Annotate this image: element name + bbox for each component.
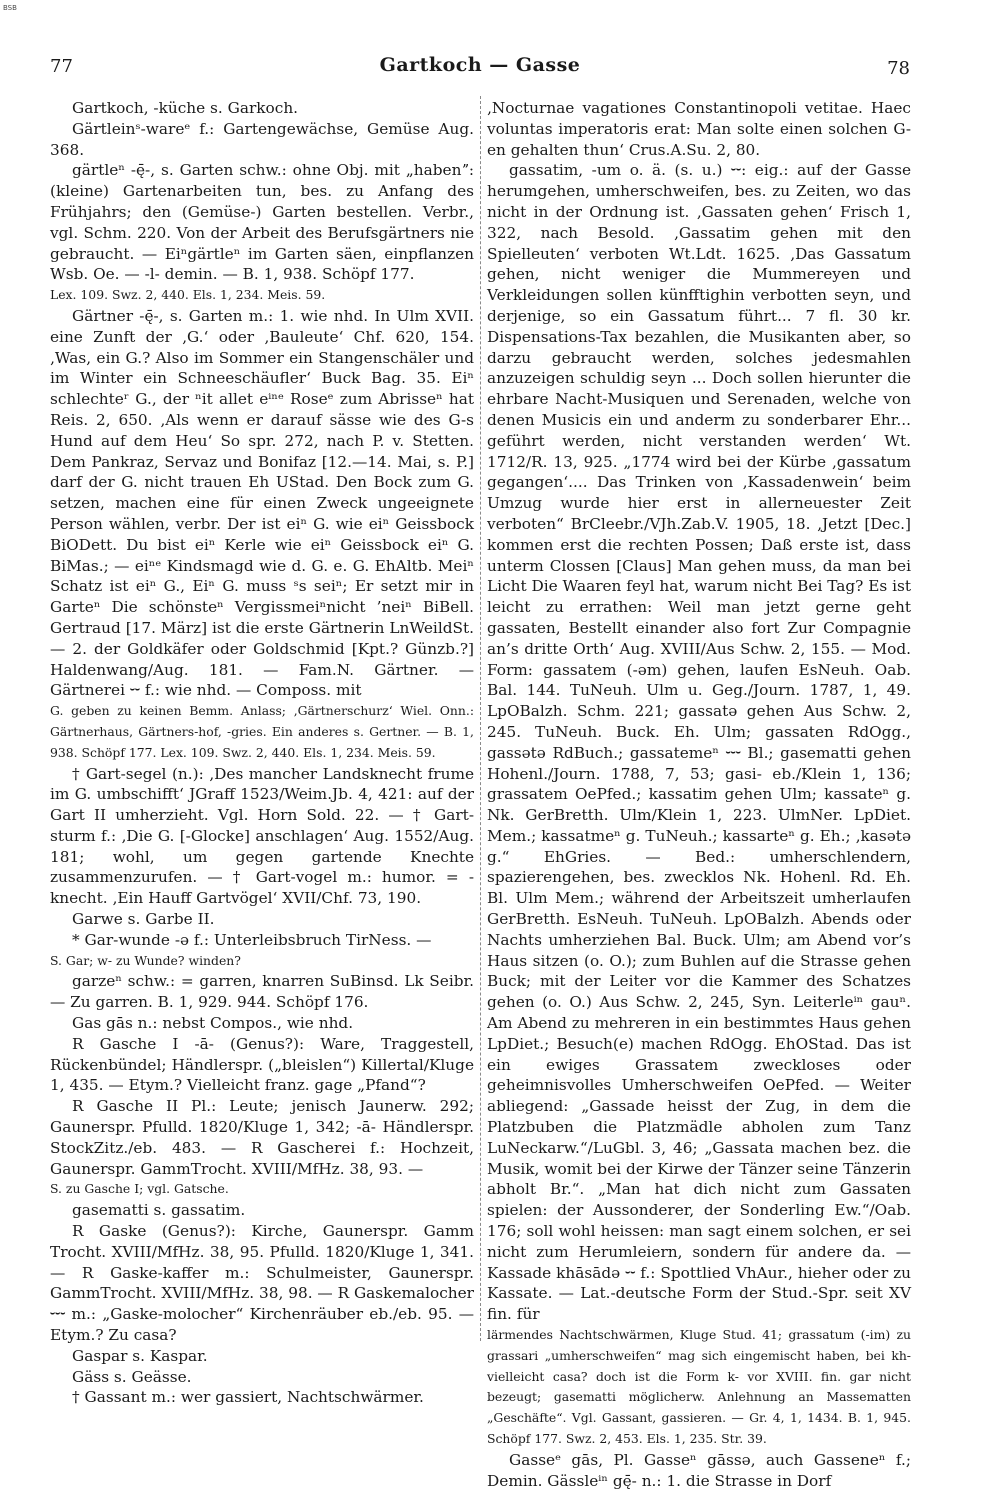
dictionary-entry: gassatim, -um o. ä. (s. u.) ⏑⏑: eig.: auf der Gasse herumgehen, umherschweifen, bes. zu Zeiten, wo das nicht in der Ordnung ist. ‚Gassaten gehen‘ Frisch 1, 322, nach Besold. ‚Gassatim gehen mit den Spielleuten‘ verboten Wt.Ldt. 1625. ‚Das Gassatum gehen, nicht weniger die Mummereyen und Verkleidungen sollen künfftighin verbotten seyn, und derjenige, so ein Gassatum führt... 7 fl. 30 kr. Dispensations-Tax bezahlen, die Musikanten aber, so darzu gebraucht werden, solches jedesmahlen anzuzeigen schuldig seyn ... Doch sollen hierunter die ehrbare Nacht-Musiquen und Serenaden, welche von denen Musicis ein und anderm zu sonderbarer Ehr... geführt werden, nicht verstanden werden‘ Wt. 1712/R. 13, 925. „1774 wird bei der Kürbe ‚gassatum gegangen‘.... Das Trinken von ‚Kassadenwein‘ beim Umzug wurde hier erst in allerneuester Zeit verboten“ BrCleebr./VJh.Zab.V. 1905, 18. ‚Jetzt [Dec.] kommen erst die rechten Possen; Daß erste ist, dass unterm Clossen [Claus] Man gehen muss, da man bei Licht Die Waaren feyl hat, warum nicht Bei Tag? Es ist leicht zu errathen: Weil man jetzt gerne geht gassaten, Bestellt einander also fort Zur Compagnie an’s dritte Orth‘ Aug. XVIII/Aus Schw. 2, 155. — Mod. Form: gassatem (-əm) gehen, laufen EsNeuh. Oab. Bal. 144. TuNeuh. Ulm u. Geg./Journ. 1787, 1, 49. LpOBalzh. Schm. 221; gassatə gehen Aus Schw. 2, 245. TuNeuh. Buck. Eh. Ulm; gassaten RdOgg., gassətə RdBuch.; gassatemeⁿ ⏑⏑⏑ Bl.; gasematti gehen Hohenl./Journ. 1788, 7, 53; gasi- eb./Klein 1, 136; grassatem OePfed.; kassatim gehen Ulm; kassateⁿ g. Nk. GerBretth. Ulm/Klein 1, 223. UlmNer. LpDiet. Mem.; kassatmeⁿ g. TuNeuh.; kassarteⁿ g. Eh.; ‚kasətə g.“ EhGries. — Bed.: umherschlendern, spazierengehen, bes. zwecklos Nk. Hohenl. Rd. Eh. Bl. Ulm Mem.; während der Arbeitszeit umherlaufen GerBretth. EsNeuh. TuNeuh. LpOBalzh. Abends oder Nachts umherziehen Bal. Buck. Ulm; am Abend vor’s Haus sitzen (o. O.); zum Buhlen auf die Strasse gehen Buck; mit der Leiter vor die Kammer des Schatzes gehen (o. O.) Aus Schw. 2, 245, Syn. Leiterleⁱⁿ gauⁿ. Am Abend zu mehreren in ein bestimmtes Haus gehen LpDiet.; Besuch(e) machen RdOgg. EhOStad. Das ist ein ewiges Grassatem zweckloses oder geheimnisvolles Umherschweifen OePfed. — Weiter abliegend: „Gassade heisst der Zug, in dem die Platzbuben die Platzmädle abholen zum Tanz LuNeckarw.“/LuGbl. 3, 46; „Gassata machen bez. die Musik, womit bei der Kirwe der Tänzer seine Tänzerin abholt Br.“. „Man hat dich nicht zum Gassaten spielen: der Aussonderer, der Sonderling Ew.“/Oab. 176; soll wohl heissen: man sagt einem solchen, er sei nicht zum Herumleiern, sondern für andere da. — Kassade khāsādə ⏑⏑ f.: Spottlied VhAur., hieher oder zu Kassate. — Lat.-deutsche Form der Stud.-Spr. seit XV fin. für (487, 161, 911, 1324)
dictionary-entry: Gaspar s. Kaspar. (72, 1346, 208, 1365)
dictionary-entry: † Gassant m.: wer gassiert, Nachtschwärmer. (72, 1388, 424, 1407)
dictionary-entry: Gartkoch, -küche s. Garkoch. (72, 99, 299, 117)
dictionary-entry: ‚Nocturnae vagationes Constantinopoli vetitae. Haec voluntas imperatoris erat: Man solte einen solchen G-en gehalten thun‘ Crus.A.Su. 2, 80. (487, 99, 911, 159)
left-column (50, 98, 474, 1407)
dictionary-entry: Lex. 109. Swz. 2, 440. Els. 1, 234. Meis. 59. (50, 287, 326, 303)
running-header (50, 50, 910, 80)
page-number-left: 77 (50, 56, 73, 77)
dictionary-entry: S. Gar; w- zu Wunde? winden? (50, 952, 241, 968)
library-stamp: BSB (3, 4, 17, 12)
dictionary-entry: R Gaske (Genus?): Kirche, Gaunerspr. Gamm Trocht. XVIII/MfHz. 38, 95. Pfulld. 1820/Kluge 1, 341. — R Gaske-kaffer m.: Schulmeister, Gaunerspr. GammTrocht. XVIII/MfHz. 38, 98. — R Gaskemalocher ⏑⏑⏑ m.: „Gaske-molocher“ Kirchenräuber eb./eb. 95. — Etym.? Zu casa? (50, 1222, 474, 1345)
dictionary-entry: G. geben zu keinen Bemm. Anlass; ‚Gärtnerschurz‘ Wiel. Onn.: Gärtnerhaus, Gärtners-hof, -gries. Ein anderes s. Gertner. — B. 1, 938. Schöpf 177. Lex. 109. Swz. 2, 440. Els. 1, 234. Meis. 59. (50, 703, 474, 760)
dictionary-entry: R Gasche I -ā- (Genus?): Ware, Traggestell, Rückenbündel; Händlerspr. („bleislen“) Killertal/Kluge 1, 435. — Etym.? Vielleicht franz. gage „Pfand“? (50, 1034, 474, 1095)
dictionary-entry: Garwe s. Garbe II. (72, 910, 215, 929)
running-title: Gartkoch — Gasse (379, 54, 581, 76)
column-divider (480, 96, 481, 1341)
dictionary-entry: R Gasche II Pl.: Leute; jenisch Jaunerw. 292; Gaunerspr. Pfulld. 1820/Kluge 1, 342; -ā- Händlerspr. StockZitz./eb. 483. — R Gascherei f.: Hochzeit, Gaunerspr. GammTrocht. XVIII/MfHz. 38, 93. — (50, 1097, 474, 1178)
dictionary-entry: garzeⁿ schw.: = garren, knarren SuBinsd. Lk Seibr. — Zu garren. B. 1, 929. 944. Schöpf 176. (50, 972, 474, 1012)
dictionary-entry: Gärtner -ę̄-, s. Garten m.: 1. wie nhd. In Ulm XVII. eine Zunft der ‚G.‘ oder ‚Bauleute‘ Chf. 620, 154. ‚Was, ein G.? Also im Sommer ein Stangenschäler und im Winter ein Schneeschäufler‘ Buck Bag. 35. Eiⁿ schlechteʳ G., der ⁿit allet eⁱⁿᵉ Roseᵉ zum Abrisseⁿ hat Reis. 2, 650. ‚Als wenn er darauf sässe wie des G-s Hund auf dem Heu‘ So spr. 272, nach P. v. Stetten. Dem Pankraz, Servaz und Bonifaz [12.—14. Mai, s. P.] darf der G. nicht trauen Eh UStad. Den Bock zum G. setzen, machen eine für einen Zweck ungeeignete Person wählen, verbr. Der ist eiⁿ G. wie eiⁿ Geissbock BiODett. Du bist eiⁿ Kerle wie eiⁿ Geissbock eiⁿ G. BiMas.; — eiⁿᵉ Kindsmagd wie d. G. e. G. EhAltb. Meiⁿ Schatz ist eiⁿ G., Eiⁿ G. muss ˢs seiⁿ; Er setzt mir in Garteⁿ Die schönsteⁿ Vergissmeiⁿnicht ’neiⁿ BiBell. Gertraud [17. März] ist die erste Gärtnerin LnWeildSt. — 2. der Goldkäfer oder Goldschmid [Kpt.? Günzb.?] Haldenwang/Aug. 181. — Fam.N. Gärtner. — Gärtnerei ⏑⏑ f.: wie nhd. — Composs. mit (50, 306, 474, 700)
dictionary-entry: gärtleⁿ -ę̄-, s. Garten schw.: ohne Obj. mit „habenˮ: (kleine) Gartenarbeiten tun, bes. zu Anfang des Frühjahrs; den (Gemüse-) Garten bestellen. Verbr., vgl. Schm. 220. Von der Arbeit des Berufsgärtners nie gebraucht. — Eiⁿgärtleⁿ im Garten säen, einpflanzen Wsb. Oe. — -l- demin. — B. 1, 938. Schöpf 177. (50, 161, 474, 284)
right-column (487, 98, 911, 1490)
dictionary-entry: gasematti s. gassatim. (72, 1201, 246, 1220)
dictionary-entry: S. zu Gasche I; vgl. Gatsche. (50, 1181, 229, 1197)
dictionary-entry: Gäss s. Geässe. (72, 1367, 192, 1386)
dictionary-entry: lärmendes Nachtschwärmen, Kluge Stud. 41; grassatum (-im) zu grassari „umherschweifen“ mag sich eingemischt haben, bei kh- vielleicht casa? doch ist die Form k- vor XVIII. fin. gar nicht bezeugt; gasematti möglicherw. Anlehnung an Massematten „Geschäfte“. Vgl. Gassant, gassieren. — Gr. 4, 1, 1434. B. 1, 945. Schöpf 177. Swz. 2, 453. Els. 1, 235. Str. 39. (487, 1327, 911, 1446)
page-number-right: 78 (887, 58, 910, 79)
dictionary-entry: † Gart-segel (n.): ‚Des mancher Landsknecht frume im G. umbschifft‘ JGraff 1523/Weim.Jb. 4, 421: auf der Gart II umherzieht. Vgl. Horn Sold. 22. — † Gart-sturm f.: ‚Die G. [-Glocke] anschlagen‘ Aug. 1552/Aug. 181; wohl, um gegen gartende Knechte zusammenzurufen. — † Gart-vogel m.: humor. = -knecht. ‚Ein Hauff Gartvögel‘ XVII/Chf. 73, 190. (50, 764, 474, 908)
dictionary-entry: Gasseᵉ gās, Pl. Gasseⁿ gāssə, auch Gasseneⁿ f.; Demin. Gässleⁱⁿ gę̄- n.: 1. die Strasse in Dorf (487, 1450, 911, 1490)
dictionary-entry: * Gar-wunde -ə f.: Unterleibsbruch TirNess. — (72, 930, 432, 949)
dictionary-entry: Gas gās n.: nebst Compos., wie nhd. (72, 1014, 354, 1033)
dictionary-entry: Gärtleinˢ-wareᵉ f.: Gartengewächse, Gemüse Aug. 368. (50, 119, 474, 159)
